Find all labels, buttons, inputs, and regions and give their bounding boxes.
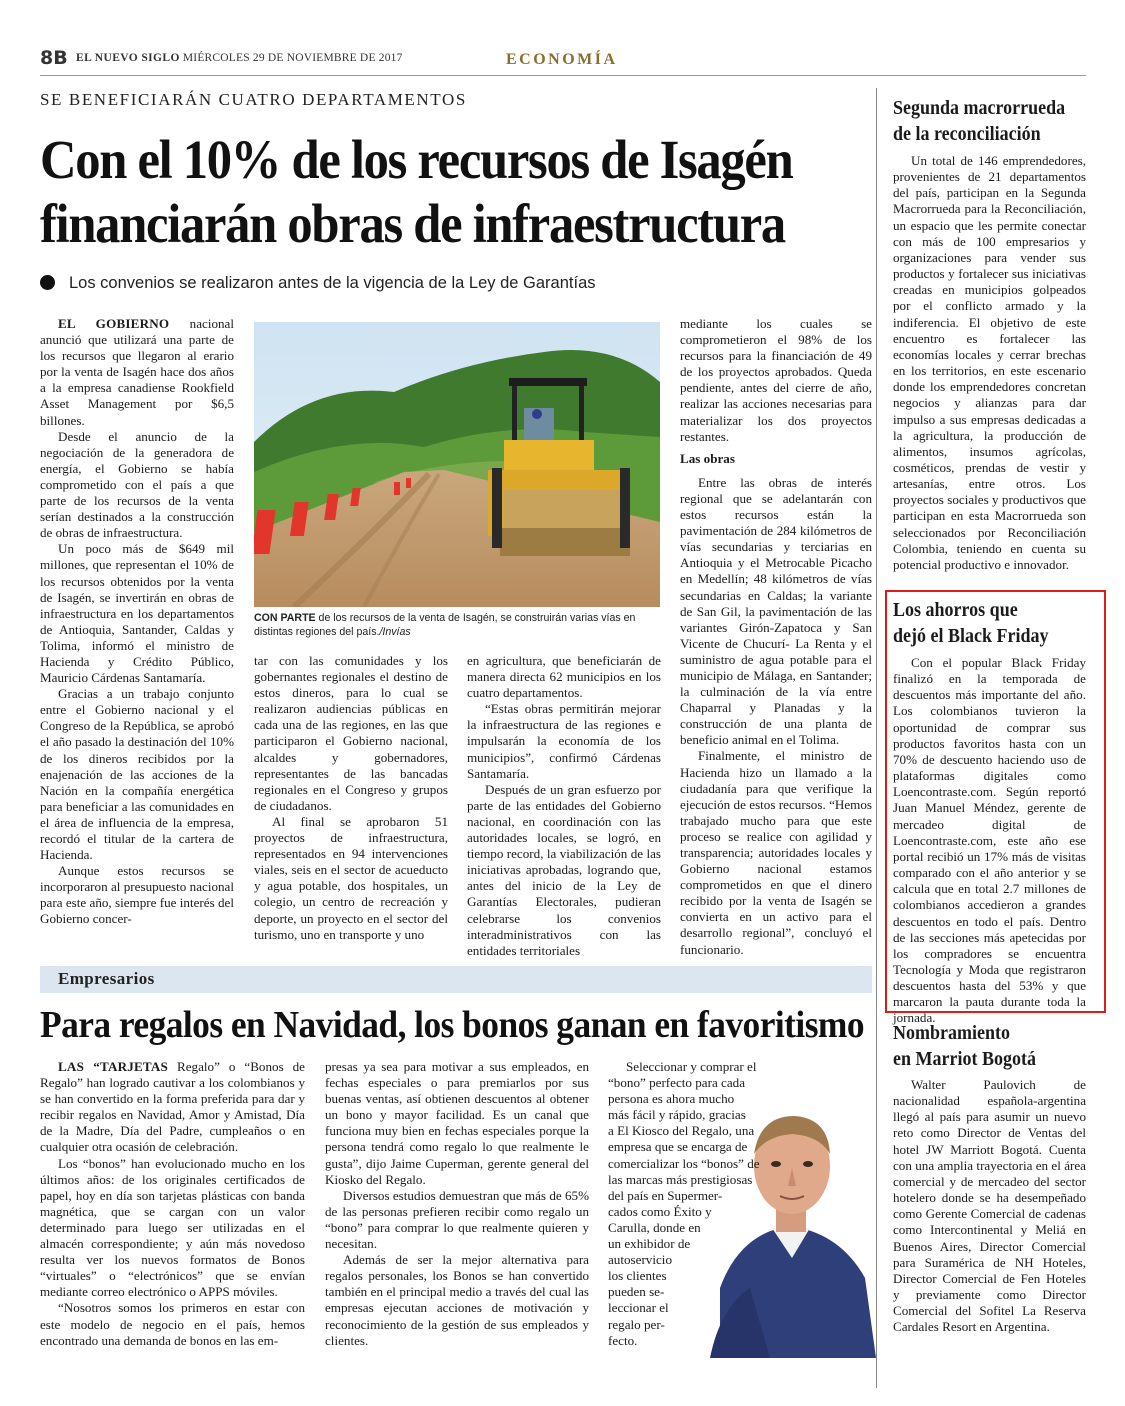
paragraph: Gracias a un trabajo conjunto entre el Gobierno nacional y el Congreso de la República, se aprobó el año pasado la destinación del 10% de los dineros recibidos por la enajenación de las acciones de la Nación en la compañía energética para beneficiar a las comunidades en el área de influencia de la empresa, recordó el titular de la cartera de Hacienda. (40, 686, 234, 863)
sidebar-text-black-friday: Con el popular Black Friday finalizó en la temporada de descuentos más importante del año. Los colombianos tuvieron la oportunidad de comprar sus productos favoritos hasta con un 70% de descuento haciendo uso de plataformas digitales como Loencontraste.com. Según reportó Juan Manuel Méndez, gerente de mercadeo digital de Loencontraste.com, este año ese portal recibió un 17% más de visitas comparado con el año anterior y se calcula que en total 2.7 millones de colombianos accedieron a grandes descuentos en todo el país. Dentro de las secciones más apetecidas por los compradores se encuentra Tecnología y Moda que registraron descuentos hasta del 53% y que marcaron la pauta durante toda la jornada. (893, 655, 1086, 1026)
caption-lead: CON PARTE (254, 612, 316, 624)
subhead-las-obras: Las obras (680, 450, 735, 466)
paragraph: Al final se aprobaron 51 proyectos de infraestructura, representados en 94 intervenciones viales, seis en el sector de acueducto y agua potable, dos hospitales, un colegio, un centro de recreación y deporte, un proyecto en el sector del turismo, uno en transporte y uno (254, 813, 448, 942)
lead-word: LAS “TARJETAS (58, 1059, 169, 1074)
photo-caption: CON PARTE de los recursos de la venta de Isagén, se construirán varias vías en distintas regiones del país./Invías (254, 612, 636, 638)
paragraph: Además de ser la mejor alternativa para regalos personales, los Bonos se han convertido también en el principal medio a través del cual las empresas ejecutan acciones de motivación y reconocimiento de la gestión de sus empleados y clientes. (325, 1252, 589, 1348)
paragraph: Entre las obras de interés regional que se adelantarán con estos recursos están la pavimentación de 284 kilómetros de vías secundarias y terciarias en Antioquia y el Metrocable Picacho en Medellín; 48 kilómetros de vías secundarias en Caldas; la variante de San Gil, la pavimentación de las variantes Girón-Zapatoca y San Vicente de Chucurí- La Renta y el suministro de agua potable para el municipio de Málaga, en Santander; la culminación de la vía entre Chaparral y Planadas y la construcción de una planta de beneficio animal en el Tolima. (680, 474, 872, 748)
paragraph: “Nosotros somos los primeros en estar con este modelo de negocio en el país, hemos encontrado una demanda de bonos en las em- (40, 1300, 305, 1348)
second-column-3: Seleccionar y comprar el “bono” perfecto para cada persona es ahora mucho más fácil y rápido, gracias a El Kiosco del Regalo, una empresa que se encarga de comercializar los “bonos” de las marcas más prestigiosas del país en Supermer- cados como Éxito y Carulla, donde en un exhibidor de autoservicio los clientes pueden se- leccionar el regalo per- fecto. (608, 1059, 760, 1348)
main-headline: Con el 10% de los recursos de Isagén financiarán obras de infraestructura (40, 129, 793, 254)
photo-credit: /Invías (379, 626, 411, 638)
second-headline: Para regalos en Navidad, los bonos ganan en favoritismo (40, 1004, 865, 1046)
paragraph: “Estas obras permitirán mejorar la infraestructura de las regiones e impulsarán la economía de los municipios”, confirmó Cárdenas Santamaría. (467, 701, 661, 781)
road-construction-photo (254, 322, 660, 607)
second-column-1 (40, 1059, 305, 1349)
page-number: 8B (40, 47, 68, 69)
sidebar-text-marriott: Walter Paulovich de nacionalidad española-argentina llegó al país para asumir un nuevo reto como Director de Ventas del hotel JW Marriott Bogotá. Cuenta con una amplia trayectoria en el área comercial y de mercadeo del sector hotelero donde se ha desempeñado como Gerente Comercial de cadenas como Intercontinental y Meliá en Buenos Aires, Director Comercial para Suramérica de NH Hoteles, Director Comercial de Fen Hoteles y previamente como Director Comercial del Sofitel La Reserva Cardales Resort en Argentina. (893, 1077, 1086, 1335)
sidebar-text-macrorrueda: Un total de 146 emprendedores, provenientes de 21 departamentos del país, participan en la Segunda Macrorrueda para la Reconciliación, un espacio que les permite conectar con más de 100 empresarios y organizaciones para vender sus productos y fortalecer sus iniciativas creadas en municipios golpeados por el conflicto armado y la indiferencia. El objetivo de este encuentro es fortalecer las economías locales y cerrar brechas en los territorios, en este escenario donde los emprendedores concretan negocios y alianzas para dar impulso a sus empresas dedicadas a la agricultura, la producción de alimentos, insumos agrícolas, cosméticos, prendas de vestir y artesanías, entre otros. Los proyectos sociales y productivos que participan en esta Macrorrueda son seleccionados por Reconciliación Colombia, teniendo en cuenta su potencial productivo e innovador. (893, 153, 1086, 572)
section-label: ECONOMÍA (506, 51, 618, 68)
paragraph: Finalmente, el ministro de Hacienda hizo un llamado a la ciudadanía para que verifique la ejecución de estos recursos. “Hemos trabajado mucho para que este proceso se realice con agilidad y transparencia; autoridades locales y Gobierno nacional estamos comprometidos en que el dinero recibido por la venta de Isagén se convierta en un activo para el desarrollo regional”, concluyó el funcionario. (680, 748, 872, 957)
newspaper-name: EL NUEVO SIGLO (76, 52, 180, 64)
paragraph: LAS “TARJETAS Regalo” o “Bonos de Regalo” han logrado cautivar a los colombianos y se han convertido en la forma preferida para dar y recibir regalos en Navidad, Amor y Amistad, Día de la Madre, Día del Padre, cumpleaños o en cualquier otra ocasión de celebración. (40, 1059, 305, 1155)
paragraph: Aunque estos recursos se incorporaron al presupuesto nacional para este año, siempre fue interés del Gobierno concer- (40, 863, 234, 927)
sidebar-title-macrorrueda: Segunda macrorrueda de la reconciliación (893, 97, 1066, 145)
main-column-1 (40, 316, 234, 928)
story-sublead (40, 274, 596, 293)
paragraph: en agricultura, que beneficiarán de manera directa 62 municipios en los cuatro departamentos. (467, 653, 661, 701)
second-column-2 (325, 1059, 589, 1349)
main-column-2 (254, 653, 448, 943)
sidebar-divider (876, 88, 877, 1388)
paragraph: Después de un gran esfuerzo por parte de las entidades del Gobierno nacional, en coordinación con las autoridades locales, se logró, en tiempo record, la viabilización de las iniciativas aprobadas, logrando que, antes del inicio de la Ley de Garantías Electorales, pudieran celebrarse los convenios interadministrativos con las entidades territoriales (467, 781, 661, 958)
paragraph: Desde el anuncio de la negociación de la generadora de energía, el Gobierno se había comprometido con el país a que parte de los recursos de la venta serían destinados a la construcción de obras de infraestructura. (40, 428, 234, 541)
section-band (40, 966, 872, 993)
main-column-4 (680, 316, 872, 958)
story-kicker: SE BENEFICIARÁN CUATRO DEPARTAMENTOS (40, 90, 467, 109)
sublead-text: Los convenios se realizaron antes de la vigencia de la Ley de Garantías (69, 274, 596, 292)
paragraph: presas ya sea para motivar a sus empleados, en fechas especiales o para premiarlos por sus buenas ventas, así obtienen descuentos al obtener un bono y mayor facilidad. Es un canal que funciona muy bien en fechas especiales porque la persona tendrá como regalo lo que realmente le gusta”, dijo Jaime Cuperman, gerente general del Kiosko del Regalo. (325, 1059, 589, 1187)
sidebar-title-black-friday: Los ahorros que dejó el Black Friday (893, 599, 1049, 647)
paragraph: tar con las comunidades y los gobernantes regionales el destino de estos dineros, para lo cual se realizaron audiencias públicas en cada una de las regiones, en las que participaron el Gobierno nacional, alcaldes y gobernadores, representantes de las bancadas regionales en el Congreso y grupos de ciudadanos. (254, 653, 448, 813)
masthead (76, 52, 403, 64)
issue-date: MIÉRCOLES 29 DE NOVIEMBRE DE 2017 (182, 52, 403, 64)
header-rule (40, 75, 1086, 76)
paragraph: Los “bonos” han evolucionado mucho en los últimos años: de los originales certificados de papel, hoy en día son tarjetas plásticas con banda magnética, que se cargan con un valor determinado para luego ser utilizadas en el almacén correspondiente; y aún más novedoso resulta ver los nuevos formatos de Bonos “virtuales” o “electrónicos” que se envían mediante correo electrónico o APPS móviles. (40, 1155, 305, 1300)
sidebar-title-marriott: Nombramiento en Marriot Bogotá (893, 1022, 1036, 1070)
band-label: Empresarios (58, 969, 155, 988)
lead-word: EL GOBIERNO (58, 316, 170, 331)
paragraph: mediante los cuales se comprometieron el 98% de los recursos para la financiación de 49 de los proyectos aprobados. Queda pendiente, antes del cierre de año, realizar las acciones necesarias para materializar los dos proyectos restantes. (680, 316, 872, 444)
paragraph: Diversos estudios demuestran que más de 65% de las personas prefieren recibir como regalo un “bono” para comprar lo que realmente quieren y necesitan. (325, 1187, 589, 1252)
main-column-3 (467, 653, 661, 959)
paragraph: Un poco más de $649 mil millones, que representan el 10% de los recursos obtenidos por la venta de Isagén, se invertirán en obras de infraestructura en los departamentos de Antioquia, Santander, Caldas y Tolima, informó el ministro de Hacienda y Crédito Público, Mauricio Cárdenas Santamaría. (40, 541, 234, 686)
paragraph: EL GOBIERNO nacional anunció que utilizará una parte de los recursos que llegaron al erario por la venta de Isagén hace dos años a la empresa canadiense Rookfield Asset Management por $6,5 billones. (40, 316, 234, 428)
bullet-icon (40, 275, 55, 290)
